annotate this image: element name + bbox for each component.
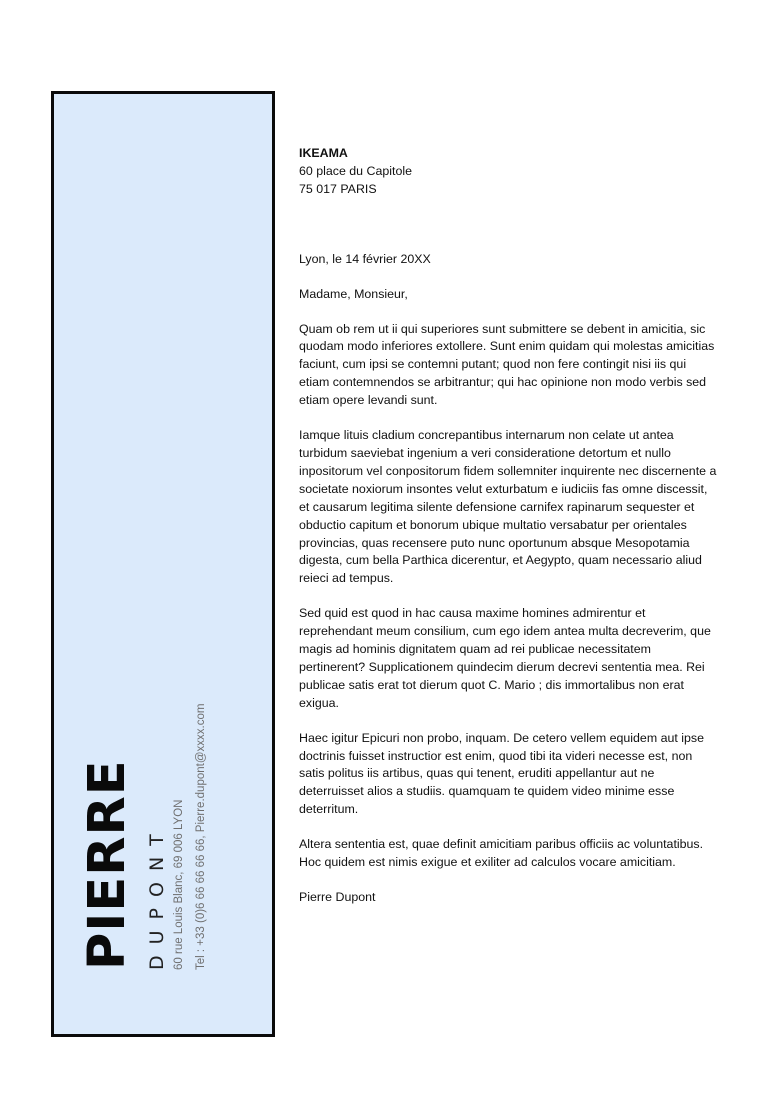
paragraph: Haec igitur Epicuri non probo, inquam. De cetero vellem equidem aut ipse doctrinis fuisset instructior est enim, quod tibi ita videri necesse est, non satis politus iis artibus, quas qui tenent, eruditi appellantur aut ne deterruisset alios a studiis. quamquam te quidem video minime esse deterritum. <box>299 730 704 817</box>
paragraph: Quam ob rem ut ii qui superiores sunt submittere se debent in amicitia, sic quodam modo inferiores extollere. Sunt enim quidam qui molestas amicitias faciunt, cum ipsi se contemni putant; quod non fere contingit nisi iis qui etiam contemnendos se arbitrantur; qui hac opinione non modo verbis sed etiam opere levandi sunt. <box>299 321 715 408</box>
salutation: Madame, Monsieur, <box>299 286 408 301</box>
sender-address: 60 rue Louis Blanc, 69 006 LYON <box>173 799 185 970</box>
sender-last-name: DUPONT <box>146 823 168 970</box>
paragraph: Altera sententia est, quae definit amicitiam paribus officiis ac voluntatibus. Hoc quidem est nimis exigue et exiliter ad calculos vocare amicitiam. <box>299 837 704 870</box>
sender-first-name: PIERRE <box>78 759 137 970</box>
recipient-city: 75 017 PARIS <box>299 181 377 196</box>
signature: Pierre Dupont <box>299 890 376 904</box>
paragraph: Iamque lituis cladium concrepantibus internarum non celate ut antea turbidum saeviebat ingenium a veri consideratione detortum et nullo inpositorum vel conpositorum fidem sollemniter inquirente nec discernente a societate noxiorum insontes velut exturbatum e iudiciis fas omne discessit, et causarum legitima silente defensione carnifex rapinarum sequester et obductio capitum et bonorum ubique multatio versabatur per orientales provincias, quas recensere puto nunc oportunum absque Mesopotamia digesta, cum bella Parthica dicerentur, et Aegypto, quam necessario aliud reieci ad tempus. <box>299 428 717 586</box>
date-line: Lyon, le 14 février 20XX <box>299 251 431 266</box>
sender-contact: Tel : +33 (0)6 66 66 66 66, Pierre.dupont@xxxx.com <box>195 703 207 970</box>
recipient-street: 60 place du Capitole <box>299 163 412 178</box>
recipient-block <box>299 145 719 199</box>
recipient-company: IKEAMA <box>299 146 348 160</box>
letter-body <box>299 145 719 907</box>
paragraph: Sed quid est quod in hac causa maxime homines admirentur et reprehendant meum consilium, cum ego idem antea multa decreverim, que magis ad hominis dignitatem quam ad rei publicae necessitatem pertinerent? Supplicationem quindecim dierum decrevi sententia mea. Rei publicae satis erat tot dierum quot C. Mario ; dis immortalibus non erat exigua. <box>299 606 711 710</box>
sender-sidebar <box>51 91 275 1037</box>
